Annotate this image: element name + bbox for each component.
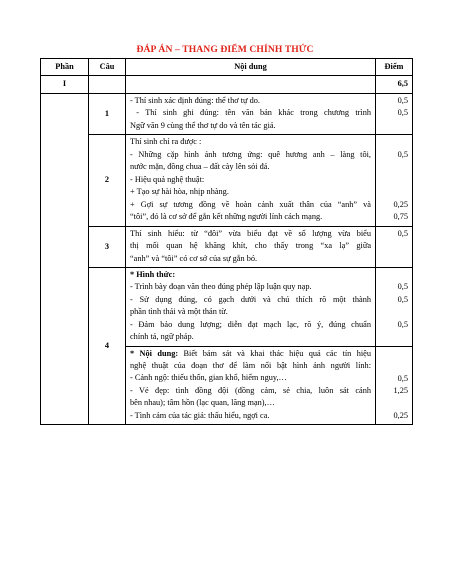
question-4-label: 4 <box>89 267 126 424</box>
scoring-table <box>40 58 413 425</box>
header-diem: Điểm <box>376 59 413 76</box>
question-3-scores: 0,5 <box>376 226 413 267</box>
table-row <box>41 135 413 226</box>
question-4-form: * Hình thức: - Trình bày đoạn văn theo đúng phép lập luận quy nạp. - Sử dụng đúng, có gạch dưới và chú thích rõ một thành phần tình thái và một thán từ. - Đảm bảo dung lượng; diễn đạt mạch lạc, rõ ý, đúng chuẩn chính tả, ngữ pháp. <box>126 267 376 346</box>
table-row <box>41 94 413 135</box>
question-2-scores: 0,5 0,25 0,75 <box>376 135 413 226</box>
question-1-label: 1 <box>89 94 126 135</box>
header-cau: Câu <box>89 59 126 76</box>
question-2-label: 2 <box>89 135 126 226</box>
question-3-label: 3 <box>89 226 126 267</box>
table-row <box>41 267 413 346</box>
document-title: ĐÁP ÁN – THANG ĐIỂM CHÍNH THỨC <box>136 44 314 55</box>
question-3-content: Thí sinh hiểu: từ “đôi” vừa biểu đạt về số lượng vừa biểu thị mối quan hệ khăng khít, cho thấy trong “xa lạ” giữa “anh” và “tôi” có cơ sở của sự gắn bó. <box>126 226 376 267</box>
header-phan: Phần <box>41 59 89 76</box>
question-2-content: Thí sinh chỉ ra được : - Những cặp hình ảnh tương ứng: quê hương anh – làng tôi, nước mặn, đồng chua – đất cày lên sỏi đá. - Hiệu quả nghệ thuật: + Tạo sự hài hòa, nhịp nhàng. + Gợi sự tương đồng về hoàn cảnh xuất thân của “anh” và “tôi”, đó là cơ sở để gắn kết những người lính cách mạng. <box>126 135 376 226</box>
header-noi-dung: Nội dung <box>126 59 376 76</box>
table-header-row <box>41 59 413 76</box>
question-4-content: * Nội dung: Biết bám sát và khai thác hiệu quả các tín hiệu nghệ thuật của đoạn thơ để làm nổi bật hình ảnh người lính: - Cảnh ngộ: thiếu thốn, gian khổ, hiểm nguy,… - Vẻ đẹp: tình đồng đội (đồng cảm, sẻ chia, luôn sát cánh bên nhau); tâm hồn (lạc quan, lãng mạn),… - Tình cảm của tác giả: thấu hiểu, ngợi ca. <box>126 346 376 425</box>
table-row <box>41 226 413 267</box>
part-label: I <box>41 76 89 94</box>
question-1-content: - Thí sinh xác định đúng: thể thơ tự do. - Thí sinh ghi đúng: tên văn bản khác trong chương trình Ngữ văn 9 cùng thể thơ tự do và tên tác giả. <box>126 94 376 135</box>
question-4-content-scores: 0,5 1,25 0,25 <box>376 346 413 425</box>
part-row <box>41 76 413 94</box>
question-1-scores: 0,5 0,5 <box>376 94 413 135</box>
part-score: 6,5 <box>376 76 413 94</box>
question-4-form-scores: 0,5 0,5 0,5 <box>376 267 413 346</box>
